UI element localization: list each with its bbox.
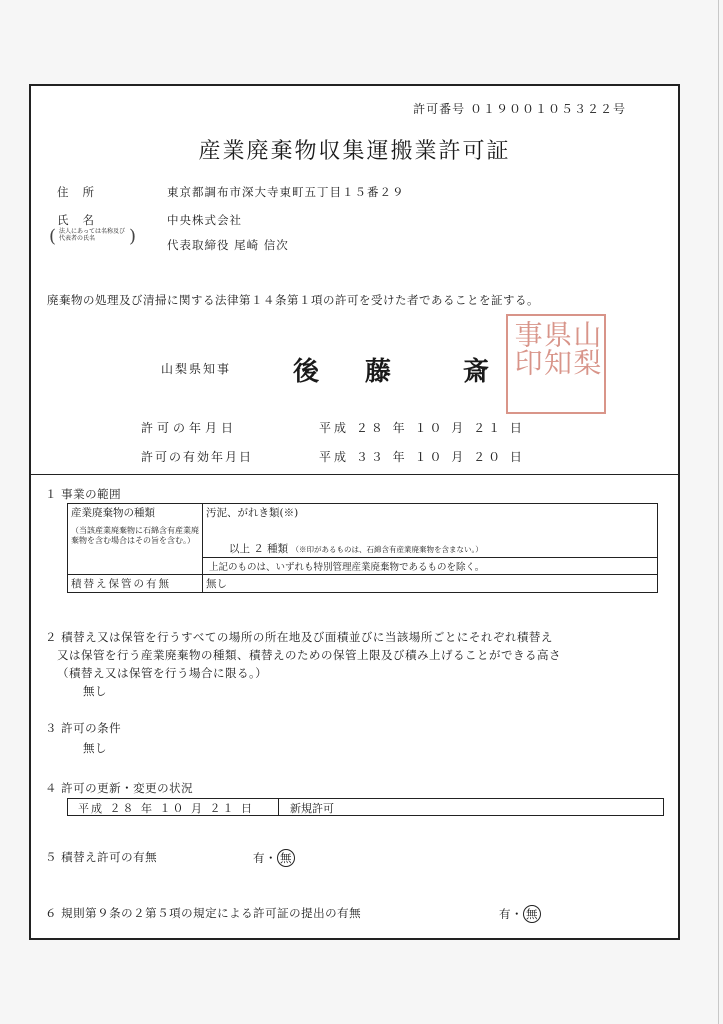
business-scope-table (67, 503, 658, 593)
governor-name-1: 後 (293, 357, 320, 387)
waste-type-note: （当該産業廃棄物に石綿含有産業廃棄物を含む場合はその旨を含む。） (71, 526, 199, 545)
transship-label: 積替え保管の有無 (71, 578, 171, 590)
section5-options (253, 849, 295, 867)
section6-separator: ・ (511, 907, 523, 921)
name-note: 法人にあっては名称及び代表者の氏名 (59, 228, 125, 242)
section6-no-circled: 無 (523, 905, 541, 923)
governor-title: 山梨県知事 (161, 362, 232, 376)
section1-heading: １ 事業の範囲 (45, 487, 122, 501)
valid-until-label: 許可の有効年月日 (141, 450, 254, 464)
renewal-divider (278, 799, 279, 815)
section2-line3: （積替え又は保管を行う場合に限る。） (57, 666, 268, 680)
certification-statement: 廃棄物の処理及び清掃に関する法律第１４条第１項の許可を受けた者であることを証する。 (47, 293, 539, 307)
page-edge (718, 0, 719, 1024)
exclusion-note: 上記のものは、いずれも特別管理産業廃棄物であるものを除く。 (209, 562, 485, 573)
permit-date-label: 許可の年月日 (141, 421, 238, 435)
name-label: 氏名 (57, 213, 108, 227)
name-note-open-paren: ( (49, 226, 57, 247)
official-seal (506, 314, 606, 414)
address-value: 東京都調布市深大寺東町五丁目１５番２９ (167, 185, 405, 199)
waste-count: 以上 ２ 種類 (229, 543, 289, 555)
transship-value: 無し (206, 578, 227, 590)
section6-heading: ６ 規則第９条の２第５項の規定による許可証の提出の有無 (45, 906, 362, 920)
section-divider (31, 474, 678, 475)
section4-heading: ４ 許可の更新・変更の状況 (45, 781, 194, 795)
section6-yes: 有 (499, 907, 511, 921)
permit-certificate (29, 84, 680, 940)
section3-heading: ３ 許可の条件 (45, 721, 122, 735)
section2-line1: ２ 積替え又は保管を行うすべての場所の所在地及び面積並びに当該場所ごとにそれぞれ積替え (45, 630, 553, 644)
section2-value: 無し (83, 684, 107, 698)
company-name: 中央株式会社 (167, 213, 242, 227)
section5-no-circled: 無 (277, 849, 295, 867)
section3-value: 無し (83, 741, 107, 755)
section5-yes: 有 (253, 851, 265, 865)
address-label: 住所 (57, 185, 108, 199)
seal-column-3: 事印 (510, 320, 544, 376)
renewal-status: 新規許可 (290, 802, 334, 815)
governor-name-3: 斎 (463, 357, 490, 387)
waste-count-note: （※印があるものは、石綿含有産業廃棄物を含まない。） (291, 545, 483, 554)
permit-number: 許可番号 ０１９００１０５３２２号 (413, 102, 626, 116)
name-note-close-paren: ) (129, 226, 137, 247)
certificate-title: 産業廃棄物収集運搬業許可証 (198, 139, 511, 164)
waste-type-label: 産業廃棄物の種類 (71, 507, 155, 519)
waste-type-value: 汚泥、がれき類(※) (206, 507, 299, 519)
representative: 代表取締役 尾崎 信次 (167, 238, 289, 252)
section5-separator: ・ (265, 851, 277, 865)
permit-date-value: 平成 ２８ 年 １０ 月 ２１ 日 (319, 421, 525, 435)
valid-until-value: 平成 ３３ 年 １０ 月 ２０ 日 (319, 450, 525, 464)
seal-column-2: 県知 (539, 320, 573, 376)
section6-options (499, 905, 541, 923)
section5-heading: ５ 積替え許可の有無 (45, 850, 158, 864)
seal-column-1: 山梨 (569, 320, 603, 376)
renewal-date: 平成 ２８ 年 １０ 月 ２１ 日 (78, 802, 254, 815)
governor-name-2: 藤 (365, 357, 392, 387)
renewal-history-row (67, 798, 664, 816)
section2-line2: 又は保管を行う産業廃棄物の種類、積替えのための保管上限及び積み上げることができる高さ (57, 648, 561, 662)
